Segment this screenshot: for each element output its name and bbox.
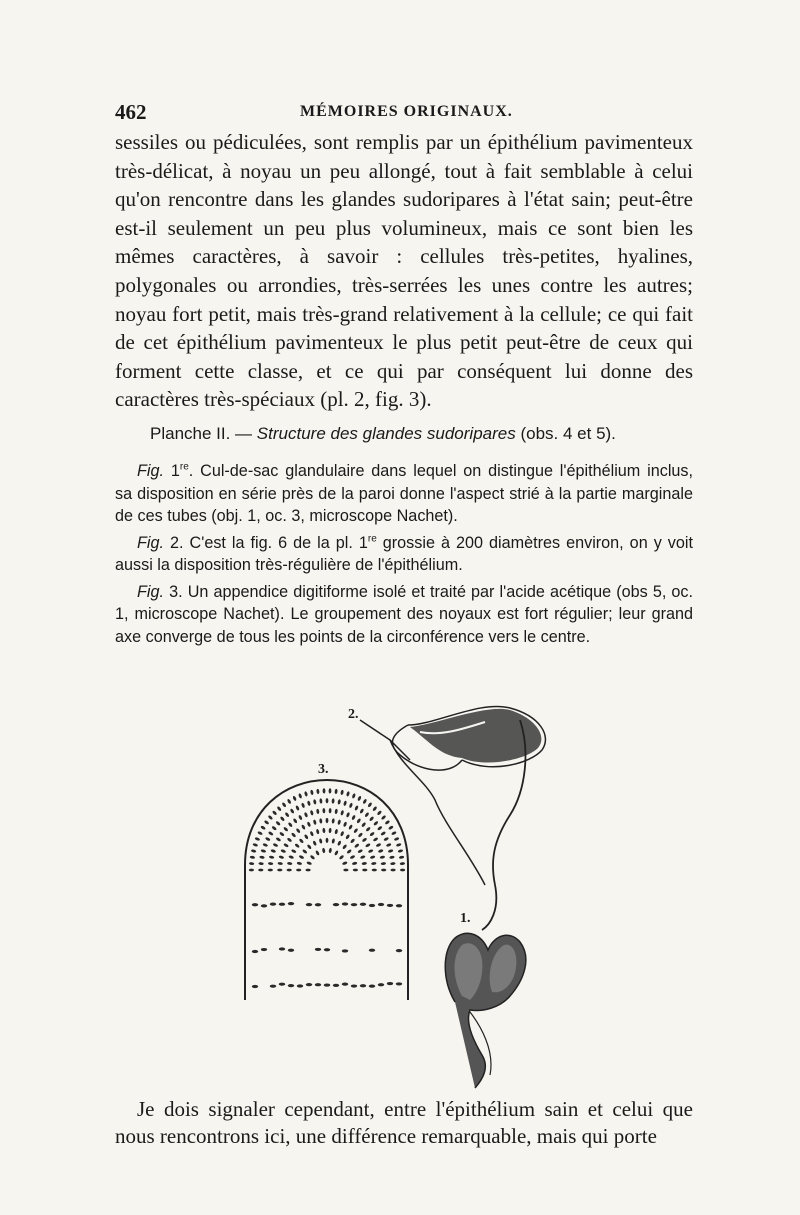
nucleus-mark <box>310 790 314 796</box>
nucleus-mark <box>362 798 367 804</box>
caption-ref: Fig. <box>137 582 164 601</box>
nucleus-row-mark <box>279 903 285 906</box>
nucleus-mark <box>377 810 383 816</box>
nucleus-mark <box>259 855 265 859</box>
nucleus-row-mark <box>360 903 366 906</box>
nucleus-mark <box>352 861 358 865</box>
nucleus-mark <box>257 831 263 836</box>
body-paragraph: sessiles ou pédiculées, sont remplis par un épithélium pavimenteux très-délicat, à noyau un peu allongé, tout à fait semblable à celui qu'on rencontre dans les glandes sudoripares à l'état sain; peut-être est-il seulement un peu plus volumineux, mais ce sont bien les mêmes caractères, à savoir : cellules très-petites, hyalines, polygonales ou arrondies, très-serrées les unes contre les autres; noyau fort petit, mais très-grand relativement à la cellule; ce qui fait de cet épithélium pavimenteux le plus petit peut-être de ceux qui forment cette classe, et ce qui par conséquent lui donne des caractères très-spéciaux (pl. 2, fig. 3). <box>115 130 693 412</box>
nucleus-mark <box>381 862 386 865</box>
nucleus-mark <box>373 837 379 842</box>
nucleus-mark <box>322 808 325 813</box>
nucleus-mark <box>275 821 281 827</box>
fig-1-cul-de-sac <box>445 933 526 1088</box>
nucleus-mark <box>292 795 297 801</box>
caption-number: 1 <box>170 462 180 480</box>
nucleus-mark <box>384 820 390 825</box>
nucleus-row-mark <box>324 983 330 986</box>
nucleus-row-mark <box>306 983 312 986</box>
nucleus-mark <box>340 790 344 796</box>
nucleus-mark <box>315 850 320 856</box>
nucleus-mark <box>351 815 356 821</box>
nucleus-mark <box>359 808 364 814</box>
nucleus-mark <box>319 838 323 844</box>
nucleus-mark <box>283 826 289 832</box>
nucleus-mark <box>249 862 254 865</box>
nucleus-mark <box>272 810 278 816</box>
plate-title-suffix: (obs. 4 et 5). <box>520 424 616 443</box>
nucleus-mark <box>361 822 366 828</box>
nucleus-mark <box>369 816 375 822</box>
nucleus-mark <box>389 855 395 859</box>
nucleus-row-mark <box>306 903 312 906</box>
nucleus-mark <box>373 821 379 827</box>
nucleus-mark <box>287 798 292 804</box>
nucleus-mark <box>276 806 281 812</box>
nucleus-mark <box>337 840 342 846</box>
nucleus-row-mark <box>351 984 357 987</box>
nucleus-mark <box>301 802 305 808</box>
nucleus-mark <box>339 855 345 860</box>
nucleus-mark <box>378 849 384 853</box>
caption-text: . C'est la fig. 6 de la pl. 1 <box>179 533 368 552</box>
nucleus-mark <box>269 855 275 859</box>
nucleus-mark <box>342 844 347 850</box>
nucleus-mark <box>296 869 301 872</box>
nucleus-mark <box>354 805 359 811</box>
nucleus-mark <box>299 838 305 844</box>
nucleus-mark <box>304 812 309 818</box>
illustration-svg <box>90 680 710 1090</box>
plate-illustration <box>90 680 710 1090</box>
plate-title-italic: Structure des glandes sudoripares <box>256 424 516 443</box>
nucleus-mark <box>362 862 368 866</box>
nucleus-mark <box>275 837 281 842</box>
nucleus-mark <box>288 855 294 859</box>
caption-fig-1 <box>115 460 693 528</box>
closing-paragraph <box>115 1096 693 1150</box>
nucleus-mark <box>328 828 331 833</box>
nucleus-mark <box>316 809 320 815</box>
nucleus-mark <box>388 849 394 853</box>
nucleus-mark <box>291 832 297 838</box>
nucleus-row-mark <box>279 983 285 986</box>
nucleus-mark <box>334 829 338 835</box>
closing-text: Je dois signaler cependant, entre l'épithélium sain et celui que nous rencontrons ici, une différence remarquable, mais qui porte <box>115 1097 693 1148</box>
nucleus-mark <box>252 843 258 847</box>
nucleus-mark <box>346 812 351 818</box>
nucleus-row-mark <box>387 982 393 985</box>
nucleus-mark <box>295 805 300 811</box>
nucleus-mark <box>364 812 369 818</box>
nucleus-mark <box>346 791 350 797</box>
nucleus-mark <box>296 828 301 834</box>
nucleus-mark <box>270 849 276 853</box>
nucleus-mark <box>287 862 293 866</box>
nucleus-mark <box>343 800 347 806</box>
nucleus-mark <box>261 849 267 853</box>
nucleus-mark <box>372 869 377 872</box>
nucleus-mark <box>331 798 334 803</box>
nucleus-mark <box>329 788 332 793</box>
nucleus-mark <box>294 843 300 848</box>
nucleus-mark <box>340 831 345 837</box>
page-header <box>115 100 690 126</box>
nucleus-mark <box>281 802 286 808</box>
nucleus-mark <box>380 855 386 859</box>
nucleus-mark <box>342 861 348 865</box>
nucleus-mark <box>306 869 311 872</box>
nucleus-row-mark <box>288 902 294 905</box>
nucleus-mark <box>357 795 362 801</box>
nucleus-mark <box>287 869 292 872</box>
nucleus-mark <box>400 862 405 865</box>
nucleus-mark <box>386 843 392 847</box>
nucleus-mark <box>304 791 308 797</box>
nucleus-mark <box>298 815 303 821</box>
nucleus-row-mark <box>333 984 339 987</box>
nucleus-mark <box>307 844 312 850</box>
nucleus-mark <box>268 815 274 821</box>
nucleus-mark <box>258 862 263 865</box>
nucleus-mark <box>301 824 306 830</box>
nucleus-mark <box>353 828 358 834</box>
nucleus-mark <box>290 808 295 814</box>
caption-number: 3 <box>169 582 179 601</box>
nucleus-mark <box>304 834 309 840</box>
nucleus-row-mark <box>360 984 366 987</box>
nucleus-mark <box>337 819 341 825</box>
nucleus-mark <box>328 848 332 854</box>
nucleus-mark <box>334 850 339 856</box>
nucleus-mark <box>284 812 289 818</box>
nucleus-mark <box>398 849 404 853</box>
nucleus-mark <box>356 818 361 824</box>
fig-2-gland <box>360 706 545 930</box>
nucleus-mark <box>362 869 367 872</box>
nucleus-row-mark <box>369 949 375 952</box>
nucleus-row-mark <box>315 983 321 986</box>
nucleus-row-mark <box>315 903 321 906</box>
nucleus-mark <box>302 849 308 854</box>
nucleus-mark <box>326 838 329 843</box>
nucleus-mark <box>329 808 332 813</box>
nucleus-mark <box>365 826 371 832</box>
nucleus-row-mark <box>252 985 258 988</box>
nucleus-mark <box>279 831 285 836</box>
nucleus-mark <box>280 816 286 822</box>
nucleus-mark <box>313 819 317 825</box>
nucleus-row-mark <box>369 904 375 907</box>
fig-3-label: 3. <box>318 762 329 777</box>
nucleus-mark <box>254 837 260 842</box>
nucleus-mark <box>350 855 356 860</box>
nucleus-mark <box>343 869 348 872</box>
nucleus-mark <box>390 862 395 865</box>
nucleus-mark <box>268 869 273 872</box>
nucleus-mark <box>369 831 375 836</box>
nucleus-mark <box>323 788 326 793</box>
nucleus-mark <box>326 818 329 823</box>
nucleus-mark <box>262 843 268 847</box>
nucleus-mark <box>307 821 312 827</box>
nucleus-mark <box>354 843 360 848</box>
caption-fig-2 <box>115 532 693 577</box>
nucleus-mark <box>381 869 386 872</box>
nucleus-row-mark <box>396 982 402 985</box>
nucleus-mark <box>337 799 341 805</box>
nucleus-row-mark <box>261 948 267 951</box>
nucleus-mark <box>322 848 326 854</box>
nucleus-mark <box>277 862 283 865</box>
nucleus-mark <box>399 856 405 860</box>
nucleus-mark <box>343 821 348 827</box>
nucleus-mark <box>298 793 302 799</box>
nucleus-mark <box>283 843 289 848</box>
nucleus-mark <box>293 818 298 824</box>
nucleus-mark <box>371 862 377 865</box>
nucleus-row-mark <box>288 984 294 987</box>
nucleus-mark <box>288 822 293 828</box>
nucleus-mark <box>273 843 279 848</box>
nucleus-mark <box>268 862 273 865</box>
nucleus-row-mark <box>378 983 384 986</box>
fig-2-label: 2. <box>348 707 359 722</box>
nucleus-row-mark <box>342 983 348 986</box>
nucleus-mark <box>360 855 366 859</box>
nucleus-row-mark <box>288 949 294 952</box>
nucleus-mark <box>372 806 377 812</box>
nucleus-row-mark <box>324 948 330 951</box>
nucleus-mark <box>326 798 329 803</box>
nucleus-mark <box>264 820 270 825</box>
fig-3-appendix <box>245 780 408 1000</box>
nucleus-mark <box>316 789 319 795</box>
plate-title <box>150 424 670 444</box>
caption-text: . Un appendice digitiforme isolé et traité par l'acide acétique (obs 5, oc. 1, microscope Nachet). Le groupement des noyaux est fort régulier; leur grand axe converge de tous les points de la circonférence vers le centre. <box>115 582 694 646</box>
nucleus-mark <box>310 855 316 860</box>
nucleus-row-mark <box>342 902 348 905</box>
caption-text: . Cul-de-sac glandulaire dans lequel on distingue l'épithélium inclus, sa disposition en série près de la paroi donne l'aspect strié à la partie marginale de ces tubes (obj. 1, oc. 3, microscope Nachet). <box>115 462 694 525</box>
nucleus-mark <box>334 789 337 795</box>
nucleus-row-mark <box>270 903 276 906</box>
nucleus-row-mark <box>396 904 402 907</box>
nucleus-mark <box>370 855 376 859</box>
caption-number: 2 <box>170 533 180 552</box>
nucleus-row-mark <box>396 949 402 952</box>
nucleus-mark <box>380 831 386 836</box>
caption-ref: Fig. <box>137 533 164 552</box>
nucleus-mark <box>322 828 325 833</box>
nucleus-mark <box>297 861 303 865</box>
nucleus-mark <box>348 824 353 830</box>
nucleus-mark <box>353 869 358 872</box>
fig-3-nucleus-rows <box>252 902 402 988</box>
nucleus-mark <box>334 809 338 815</box>
figure-captions <box>115 460 693 652</box>
nucleus-mark <box>279 855 285 859</box>
nucleus-mark <box>346 849 352 854</box>
nucleus-mark <box>377 826 383 831</box>
nucleus-mark <box>277 869 282 872</box>
nucleus-mark <box>319 798 322 803</box>
nucleus-row-mark <box>252 950 258 953</box>
nucleus-mark <box>340 810 344 816</box>
caption-sup: re <box>179 461 189 473</box>
nucleus-row-mark <box>378 903 384 906</box>
nucleus-mark <box>394 837 400 842</box>
caption-sup: re <box>367 533 377 545</box>
page-number: 462 <box>115 100 147 124</box>
nucleus-mark <box>362 837 368 842</box>
nucleus-mark <box>331 818 334 824</box>
nucleus-mark <box>312 840 317 846</box>
nucleus-row-mark <box>279 947 285 950</box>
plate-title-prefix: Planche II. — <box>150 424 253 443</box>
nucleus-mark <box>349 802 353 808</box>
nucleus-mark <box>260 825 266 830</box>
nucleus-mark <box>258 869 263 872</box>
nucleus-row-mark <box>297 984 303 987</box>
caption-fig-3 <box>115 581 693 649</box>
nucleus-mark <box>307 800 311 806</box>
nucleus-mark <box>391 869 396 872</box>
nucleus-mark <box>331 838 335 844</box>
nucleus-mark <box>299 855 305 860</box>
nucleus-mark <box>357 849 363 854</box>
nucleus-mark <box>287 837 293 842</box>
nucleus-row-mark <box>342 949 348 952</box>
nucleus-mark <box>376 843 382 848</box>
nucleus-mark <box>381 815 387 821</box>
nucleus-mark <box>352 793 356 799</box>
nucleus-mark <box>250 856 256 860</box>
caption-ref: Fig. <box>137 462 164 480</box>
caption-text-continued: grossie à 200 diamètres environ, on y voit aussi la disposition très-régulière de l'épithélium. <box>115 533 693 574</box>
nucleus-mark <box>368 849 374 854</box>
running-head: MÉMOIRES ORIGINAUX. <box>300 103 513 120</box>
nucleus-mark <box>249 869 254 872</box>
fig-1-label: 1. <box>460 911 471 926</box>
nucleus-mark <box>388 825 394 830</box>
nucleus-mark <box>383 837 389 842</box>
nucleus-mark <box>280 849 286 854</box>
nucleus-mark <box>396 843 402 847</box>
nucleus-mark <box>391 831 397 836</box>
nucleus-mark <box>367 802 372 808</box>
nucleus-mark <box>251 849 257 853</box>
nucleus-row-mark <box>252 903 258 906</box>
nucleus-mark <box>350 838 356 844</box>
nucleus-mark <box>291 849 297 854</box>
nucleus-mark <box>306 861 312 865</box>
nucleus-mark <box>265 837 271 842</box>
nucleus-mark <box>313 799 317 805</box>
nucleus-row-mark <box>315 948 321 951</box>
nucleus-mark <box>365 843 371 848</box>
nucleus-row-mark <box>351 903 357 906</box>
nucleus-row-mark <box>270 985 276 988</box>
nucleus-row-mark <box>333 903 339 906</box>
nucleus-mark <box>345 834 350 840</box>
nucleus-mark <box>358 832 364 838</box>
nucleus-mark <box>309 831 314 837</box>
nucleus-row-mark <box>261 904 267 907</box>
nucleus-mark <box>316 829 320 835</box>
nucleus-mark <box>310 810 314 816</box>
nucleus-mark <box>268 831 274 836</box>
nucleus-mark <box>271 826 277 831</box>
nucleus-mark <box>319 818 322 824</box>
nucleus-row-mark <box>369 985 375 988</box>
nucleus-mark <box>400 869 405 872</box>
nucleus-row-mark <box>387 904 393 907</box>
